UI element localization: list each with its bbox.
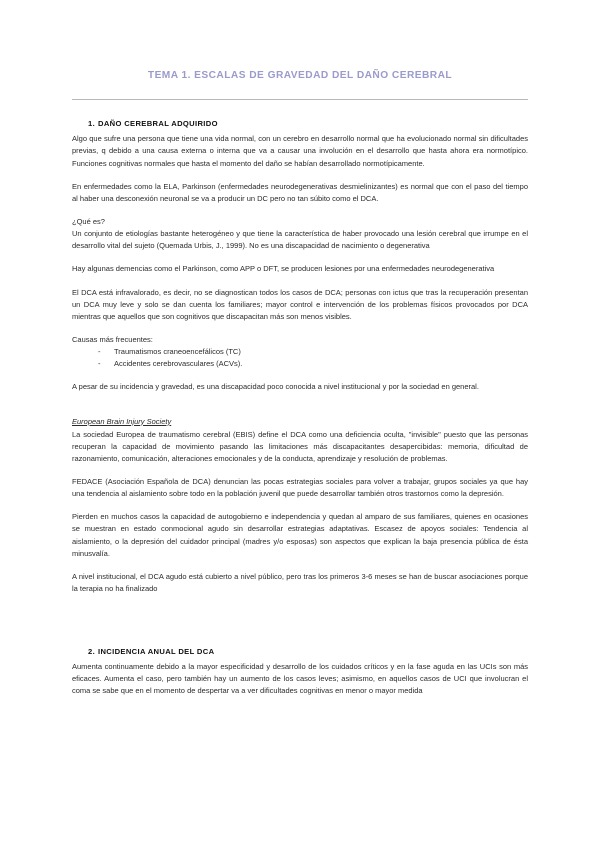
list-item-label: Traumatismos craneoencefálicos (TC): [114, 347, 241, 357]
title-divider: [72, 99, 528, 100]
paragraph-neurodegenerative: En enfermedades como la ELA, Parkinson (enfermedades neurodegenerativas desmielinizantes) es normal que con el paso del tiempo al haber una desconexión neuronal se va a producir un DC pero no tan súbito como el DCA.: [72, 181, 528, 203]
paragraph-autogobierno: Pierden en muchos casos la capacidad de autogobierno e independencia y quedan al amparo de sus familiares, quienes en ocasiones se muestran en estado conmocional agudo sin desarrollar estrategias adaptativas. Escasez de apoyos sociales: Tendencia al aislamiento, o la depresión del cuidador principal (madres y/o esposas) son aspectos que explican la baja presencia pública de ésta minusvalía.: [72, 512, 528, 558]
paragraph-demencias: Hay algunas demencias como el Parkinson, como APP o DFT, se producen lesiones por una enfermedades neurodegenerativa: [72, 264, 495, 274]
section-title-2: INCIDENCIA ANUAL DEL DCA: [98, 647, 215, 657]
dash-marker-icon: -: [98, 347, 101, 357]
paragraph-definition: Algo que sufre una persona que tiene una vida normal, con un cerebro en desarrollo normal que ha evolucionado normal sin dificultades previas, q debido a una causa externa o interna que va a causar una involución en el desarrollo que hasta ahora era normotípico. Funciones cognitivas normales que hasta el momento del daño se habían desarrollado normotípicamente.: [72, 134, 528, 168]
paragraph-incidencia-gravedad: A pesar de su incidencia y gravedad, es una discapacidad poco conocida a nivel institucional y por la sociedad en general.: [72, 382, 479, 392]
paragraph-ebis-definicion: La sociedad Europea de traumatismo cerebral (EBIS) define el DCA como una deficiencia oculta, "invisible" puesto que las personas recuperan la capacidad de movimiento pasando las limitaciones más discapacitantes desapercibidas: memoria, dificultad de razonamiento, comunicación, alteraciones emocionales y de la conducta, aprendizaje y resolución de problemas.: [72, 429, 528, 463]
dash-marker-icon: -: [98, 359, 101, 369]
section-number-2: 2.: [88, 647, 96, 657]
question-que-es: ¿Qué es?: [72, 216, 105, 226]
section-heading-1: [72, 119, 528, 128]
spacer: [72, 606, 528, 628]
section-number-1: 1.: [88, 119, 96, 129]
section-title-1: DAÑO CEREBRAL ADQUIRIDO: [98, 119, 218, 129]
paragraph-etiologias: Un conjunto de etiologías bastante heterogéneo y que tiene la característica de haber provocado una lesión cerebral que irrumpe en el desarrollo vital del sujeto (Quemada Urbis, J., 1999). No es una discapacidad de nacimiento o degenerativa: [72, 229, 528, 251]
list-item: [72, 358, 528, 370]
paragraph-nivel-institucional: A nivel institucional, el DCA agudo está cubierto a nivel público, pero tras los primeros 3-6 meses se han de buscar asociaciones porque la terapia no ha finalizado: [72, 571, 528, 594]
spacer: [72, 405, 528, 416]
section-heading-2: [72, 647, 528, 656]
causas-list: [72, 346, 528, 370]
paragraph-infravalorado: El DCA está infravalorado, es decir, no se diagnostican todos los casos de DCA; personas con ictus que tras la recuperación presentan un DCA muy leve y solo se dan cuenta los familiares; mayor control e intervención de los problemas físicos provocados por DCA mientras que aquellos que son cognitivos que discapacitan más son menos visibles.: [72, 287, 528, 321]
subheading-european-brain-injury-society: European Brain Injury Society: [72, 416, 172, 426]
page-title: TEMA 1. ESCALAS DE GRAVEDAD DEL DAÑO CEREBRAL: [147, 70, 453, 81]
list-item-label: Accidentes cerebrovasculares (ACVs).: [114, 359, 243, 369]
document-content: [72, 0, 528, 709]
list-item: [72, 346, 528, 358]
paragraph-fedace: FEDACE (Asociación Española de DCA) denuncian las pocas estrategias sociales para volver a trabajar, grupos sociales ya que hay una tendencia al aislamiento sobre todo en la población juvenil que puede desarrollar también otros trastornos como la depresión.: [72, 477, 528, 499]
paragraph-incidencia-anual: Aumenta continuamente debido a la mayor especificidad y desarrollo de los cuidados críticos y en la fase aguda en las UCIs son más eficaces. Aumenta el caso, pero también hay un aumento de los casos leves; asimismo, en aquellos casos de UCI que involucran el coma se sabe que en el momento de despertar va a ver dificultades cognitivas en menor o mayor medida: [72, 662, 528, 696]
list-intro-causas: Causas más frecuentes:: [72, 334, 153, 344]
